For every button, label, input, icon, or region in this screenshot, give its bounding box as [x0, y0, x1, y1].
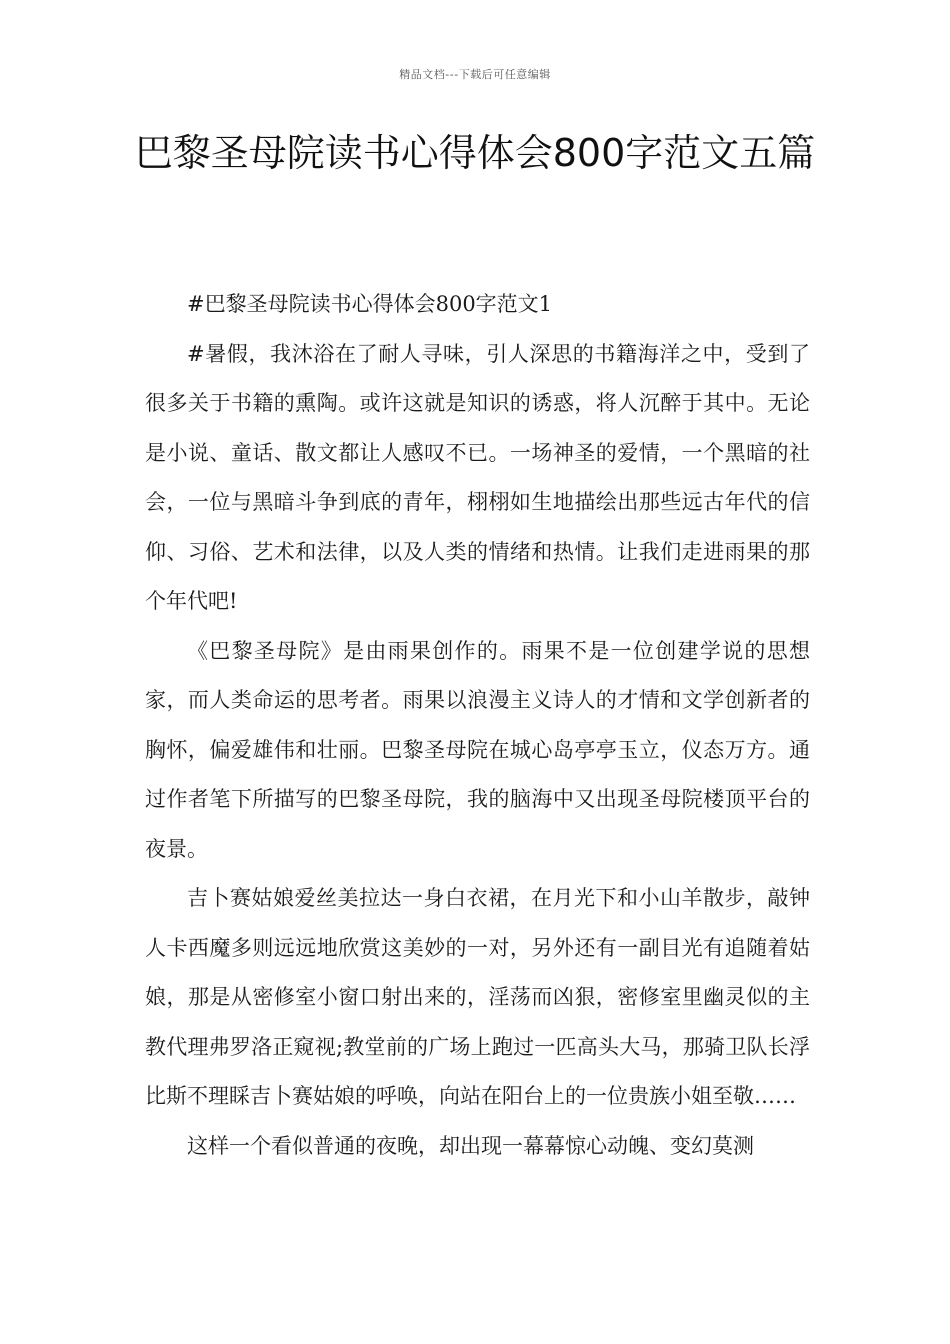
paragraph: #暑假，我沐浴在了耐人寻味，引人深思的书籍海洋之中，受到了很多关于书籍的熏陶。或许这就是知识的诱惑，将人沉醉于其中。无论是小说、童话、散文都让人感叹不已。一场神圣的爱情，一个黑暗的社会，一位与黑暗斗争到底的青年，栩栩如生地描绘出那些远古年代的信仰、习俗、艺术和法律，以及人类的情绪和热情。让我们走进雨果的那个年代吧! [145, 341, 810, 613]
document-body [145, 280, 810, 1171]
paragraph: 吉卜赛姑娘爱丝美拉达一身白衣裙，在月光下和小山羊散步，敲钟人卡西魔多则远远地欣赏这美妙的一对，另外还有一副目光有追随着姑娘，那是从密修室小窗口射出来的，淫荡而凶狠，密修室里幽灵似的主教代理弗罗洛正窥视;教堂前的广场上跑过一匹高头大马，那骑卫队长浮比斯不理睬吉卜赛姑娘的呼唤，向站在阳台上的一位贵族小姐至敬…… [145, 886, 810, 1108]
document-title: 巴黎圣母院读书心得体会800字范文五篇 [134, 131, 816, 175]
paragraph-section-heading: #巴黎圣母院读书心得体会800字范文1 [187, 292, 553, 316]
paragraph: 这样一个看似普通的夜晚，却出现一幕幕惊心动魄、变幻莫测 [187, 1133, 754, 1158]
paragraph: 《巴黎圣母院》是由雨果创作的。雨果不是一位创建学说的思想家，而人类命运的思考者。雨果以浪漫主义诗人的才情和文学创新者的胸怀，偏爱雄伟和壮丽。巴黎圣母院在城心岛亭亭玉立，仪态万方。通过作者笔下所描写的巴黎圣母院，我的脑海中又出现圣母院楼顶平台的夜景。 [145, 638, 810, 861]
page-header: 精品文档---下载后可任意编辑 [399, 68, 551, 81]
